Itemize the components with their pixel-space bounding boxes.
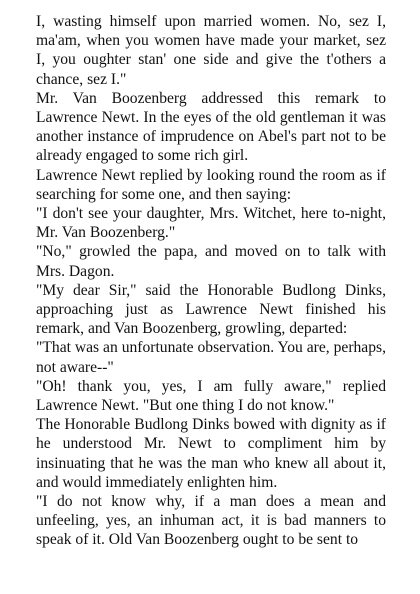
paragraph-3: Lawrence Newt replied by looking round the room as if searching for some one, and then saying: — [36, 166, 386, 203]
paragraph-4: "I don't see your daughter, Mrs. Witchet, here to-night, Mr. Van Boozenberg." — [36, 205, 386, 242]
paragraph-8: "Oh! thank you, yes, I am fully aware," replied Lawrence Newt. "But one thing I do not know." — [36, 377, 386, 415]
document-page — [36, 12, 386, 550]
paragraph-9: The Honorable Budlong Dinks bowed with dignity as if he understood Mr. Newt to compliment him by insinuating that he was the man who knew all about it, and would immediately enlighten him. — [36, 416, 386, 491]
paragraph-10: "I do not know why, if a man does a mean and unfeeling, yes, an inhuman act, it is bad manners to speak of it. Old Van Boozenberg ought to be sent to — [36, 493, 386, 549]
paragraph-5: "No," growled the papa, and moved on to talk with Mrs. Dagon. — [36, 243, 386, 280]
paragraph-7: "That was an unfortunate observation. You are, perhaps, not aware--" — [36, 339, 386, 376]
paragraph-1: I, wasting himself upon married women. No, sez I, ma'am, when you women have made your market, sez I, you oughter stan' one side and give the t'others a chance, sez I." — [36, 13, 386, 88]
paragraph-6: "My dear Sir," said the Honorable Budlong Dinks, approaching just as Lawrence Newt finished his remark, and Van Boozenberg, growling, departed: — [36, 281, 386, 338]
paragraph-2: Mr. Van Boozenberg addressed this remark to Lawrence Newt. In the eyes of the old gentleman it was another instance of imprudence on Abel's part not to be already engaged to some rich girl. — [36, 89, 386, 165]
